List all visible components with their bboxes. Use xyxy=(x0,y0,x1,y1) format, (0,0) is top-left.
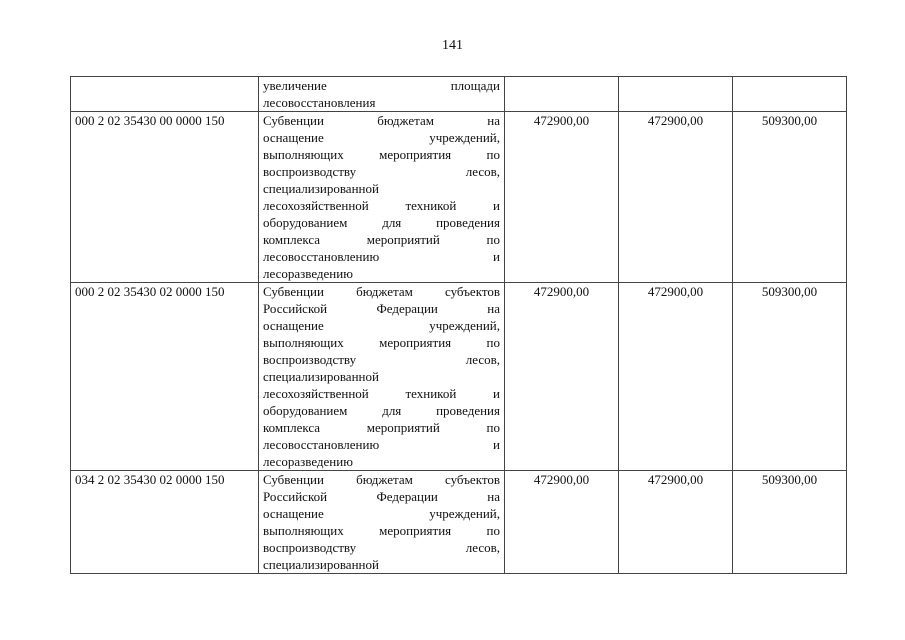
income-name-line: специализированной xyxy=(263,369,379,384)
income-name-line: лесовосстановлению и xyxy=(263,249,500,264)
income-name-line: выполняющих мероприятия по xyxy=(263,335,500,350)
income-name-line: лесохозяйственной техникой и xyxy=(263,386,500,401)
budget-table xyxy=(70,76,847,574)
income-name-line: лесохозяйственной техникой и xyxy=(263,198,500,213)
amount-cell-year-3: 509300,00 xyxy=(733,112,847,283)
income-name-cell xyxy=(259,112,505,283)
income-name-line: лесоразведению xyxy=(263,454,353,469)
income-name-line: Субвенции бюджетам на xyxy=(263,113,500,128)
income-name-line: воспроизводству лесов, xyxy=(263,540,500,555)
income-name-line: лесовосстановления xyxy=(263,95,376,110)
income-name-line: лесовосстановлению и xyxy=(263,437,500,452)
income-code-cell: 000 2 02 35430 00 0000 150 xyxy=(71,112,259,283)
income-name-line: воспроизводству лесов, xyxy=(263,352,500,367)
income-name-line: выполняющих мероприятия по xyxy=(263,523,500,538)
amount-cell-year-3 xyxy=(733,77,847,112)
amount-cell-year-2: 472900,00 xyxy=(619,112,733,283)
income-name-line: оснащение учреждений, xyxy=(263,318,500,333)
income-name-line: оснащение учреждений, xyxy=(263,130,500,145)
income-name-line: Субвенции бюджетам субъектов xyxy=(263,472,500,487)
amount-cell-year-1: 472900,00 xyxy=(505,283,619,471)
amount-cell-year-1: 472900,00 xyxy=(505,471,619,574)
table-row xyxy=(71,471,847,574)
income-code-cell xyxy=(71,77,259,112)
income-name-line: специализированной xyxy=(263,557,379,572)
amount-cell-year-3: 509300,00 xyxy=(733,471,847,574)
income-name-line: комплекса мероприятий по xyxy=(263,420,500,435)
table-row xyxy=(71,283,847,471)
budget-table-body xyxy=(71,77,847,574)
income-name-line: оборудованием для проведения xyxy=(263,215,500,230)
income-name-cell xyxy=(259,77,505,112)
income-name-line: увеличение площади xyxy=(263,78,500,93)
income-name-line: Субвенции бюджетам субъектов xyxy=(263,284,500,299)
amount-cell-year-2: 472900,00 xyxy=(619,283,733,471)
income-name-cell xyxy=(259,471,505,574)
income-name-cell xyxy=(259,283,505,471)
amount-cell-year-3: 509300,00 xyxy=(733,283,847,471)
income-name-line: оснащение учреждений, xyxy=(263,506,500,521)
table-row xyxy=(71,77,847,112)
income-name-line: выполняющих мероприятия по xyxy=(263,147,500,162)
income-name-line: оборудованием для проведения xyxy=(263,403,500,418)
income-code-cell: 034 2 02 35430 02 0000 150 xyxy=(71,471,259,574)
amount-cell-year-1 xyxy=(505,77,619,112)
income-code-cell: 000 2 02 35430 02 0000 150 xyxy=(71,283,259,471)
income-name-line: Российской Федерации на xyxy=(263,489,500,504)
amount-cell-year-2: 472900,00 xyxy=(619,471,733,574)
income-name-line: Российской Федерации на xyxy=(263,301,500,316)
income-name-line: комплекса мероприятий по xyxy=(263,232,500,247)
amount-cell-year-1: 472900,00 xyxy=(505,112,619,283)
table-row xyxy=(71,112,847,283)
income-name-line: специализированной xyxy=(263,181,379,196)
income-name-line: воспроизводству лесов, xyxy=(263,164,500,179)
page-number: 141 xyxy=(442,38,463,53)
amount-cell-year-2 xyxy=(619,77,733,112)
income-name-line: лесоразведению xyxy=(263,266,353,281)
